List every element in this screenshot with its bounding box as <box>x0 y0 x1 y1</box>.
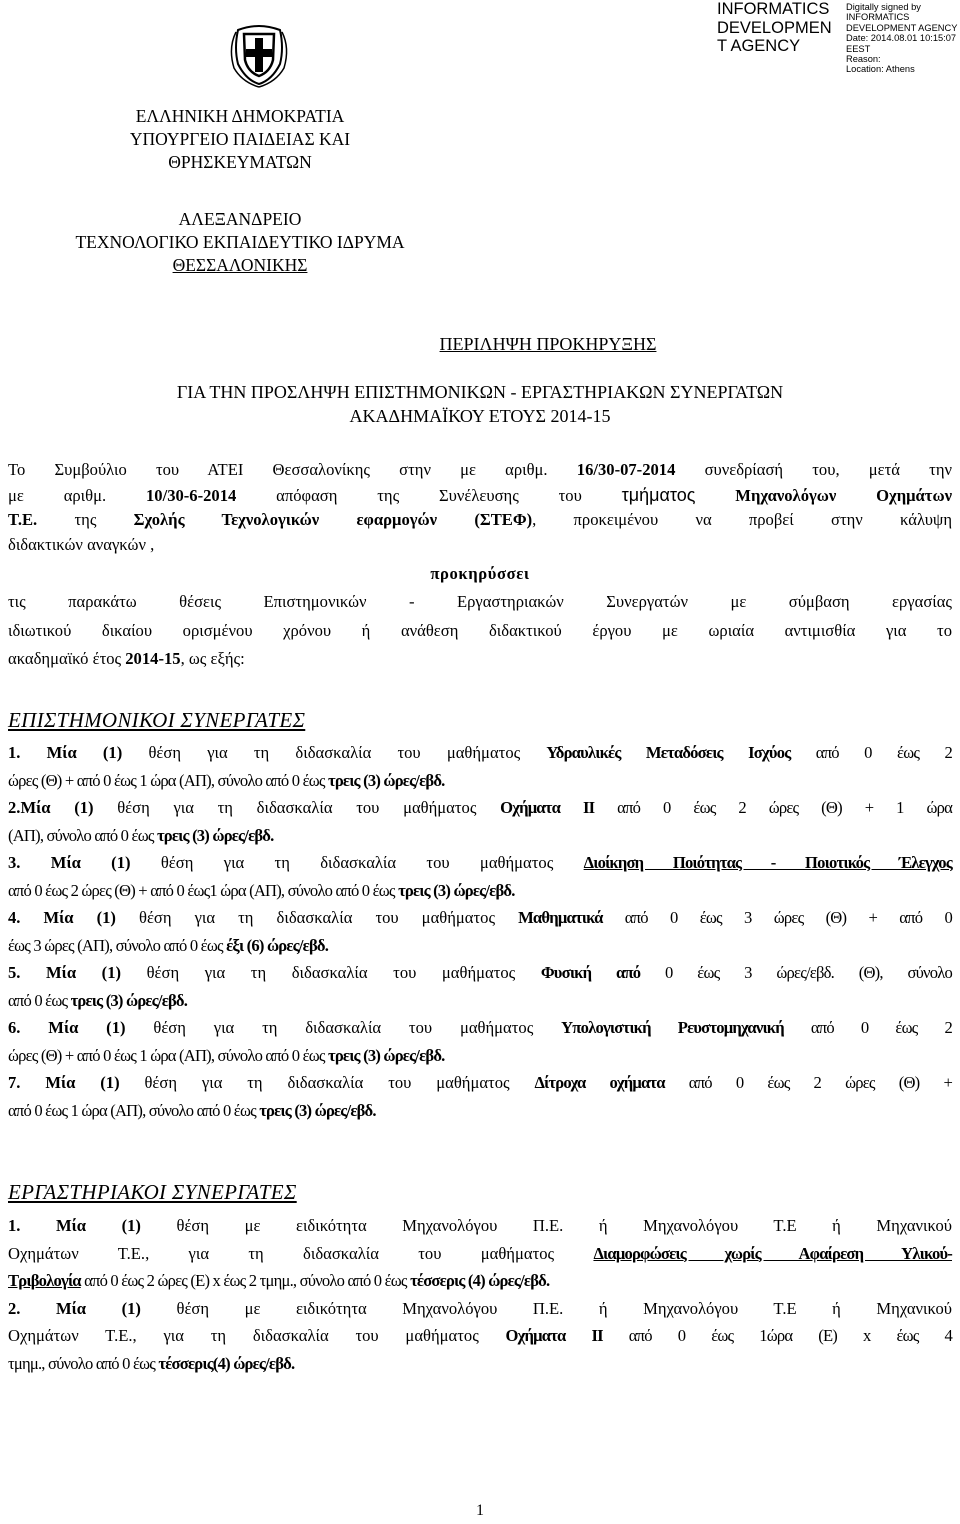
list-item: 7. Μία (1) θέση για τη διδασκαλία του μαθήματος Δίτροχα οχήματα από 0 έως 2 ώρες (Θ) + από 0 έως 1 ώρα (ΑΠ), σύνολο από 0 έως τρεις (3) ώρες/εβδ. <box>8 1073 952 1120</box>
list-item: 5. Μία (1) θέση για τη διδασκαλία του μαθήματος Φυσική από 0 έως 3 ώρες/εβδ. (Θ), σύνολο από 0 έως τρεις (3) ώρες/εβδ. <box>8 963 952 1010</box>
document-title: ΓΙΑ ΤΗΝ ΠΡΟΣΛΗΨΗ ΕΠΙΣΤΗΜΟΝΙΚΩΝ - ΕΡΓΑΣΤΗΡΙΑΚΩΝ ΣΥΝΕΡΓΑΤΩΝ ΑΚΑΔΗΜΑΪΚΟΥ ΕΤΟΥΣ 2014-15 <box>176 382 784 426</box>
page-number: 1 <box>476 1502 484 1519</box>
list-item: 1. Μία (1) θέση για τη διδασκαλία του μαθήματος Υδραυλικές Μεταδόσεις Ισχύος από 0 έως 2 ώρες (Θ) + από 0 έως 1 ώρα (ΑΠ), σύνολο από 0 έως τρεις (3) ώρες/εβδ. <box>8 743 953 790</box>
list-item: 6. Μία (1) θέση για τη διδασκαλία του μαθήματος Υπολογιστική Ρευστομηχανική από 0 έως 2 ώρες (Θ) + από 0 έως 1 ώρα (ΑΠ), σύνολο από 0 έως τρεις (3) ώρες/εβδ. <box>8 1018 952 1065</box>
digital-signature <box>717 0 960 75</box>
list-item: 1. Μία (1) θέση με ειδικότητα Μηχανολόγου Π.Ε. ή Μηχανολόγου Τ.Ε ή Μηχανικού Οχημάτων Τ.Ε., για τη διδασκαλία του μαθήματος Διαμορφώσεις χωρίς Αφαίρεση Υλικού- Τριβολογία από 0 έως 2 ώρες (Ε) x έως 2 τμημ., σύνολο από 0 έως τέσσερις (4) ώρες/εβδ. <box>8 1216 952 1290</box>
list-item: 3. Μία (1) θέση για τη διδασκαλία του μαθήματος Διοίκηση Ποιότητας - Ποιοτικός Έλεγχος από 0 έως 2 ώρες (Θ) + από 0 έως1 ώρα (ΑΠ), σύνολο από 0 έως τρεις (3) ώρες/εβδ. <box>8 853 952 900</box>
ministry-header: ΕΛΛΗΝΙΚΗ ΔΗΜΟΚΡΑΤΙΑ ΥΠΟΥΡΓΕΙΟ ΠΑΙΔΕΙΑΣ ΚΑΙ ΘΡΗΣΚΕΥΜΑΤΩΝ <box>129 106 351 172</box>
section-heading-scientific: ΕΠΙΣΤΗΜΟΝΙΚΟΙ ΣΥΝΕΡΓΑΤΕΣ <box>8 708 306 732</box>
list-item: 2.Μία (1) θέση για τη διδασκαλία του μαθήματος Οχήματα ΙΙ από 0 έως 2 ώρες (Θ) + 1 ώρα (ΑΠ), σύνολο από 0 έως τρεις (3) ώρες/εβδ. <box>8 798 953 845</box>
intro-paragraph: Το Συμβούλιο του ΑΤΕΙ Θεσσαλονίκης στην με αριθμ. 16/30-07-2014 συνεδρίασή του, μετά την με αριθμ. 10/30-6-2014 απόφαση της Συνέλευσης του τμήματος Μηχανολόγων Οχημάτων Τ.Ε. της Σχολής Τεχνολογικών εφαρμογών (ΣΤΕΦ), προκειμένου να προβεί στην κάλυψη διδακτικών αναγκών , προκηρύσσει τις παρακάτω θέσεις Επιστημονικών - Εργαστηριακών Συνεργατών με σύμβαση εργασίας ιδιωτικού δικαίου ορισμένου χρόνου ή ανάθεση διδακτικού έργου με ωριαία αντιμισθία για το ακαδημαϊκό έτος 2014-15, ως εξής: <box>8 460 953 669</box>
laboratory-positions-list <box>8 1212 952 1377</box>
proclaims-label: προκηρύσσει <box>430 564 530 584</box>
greek-emblem-icon <box>224 18 294 88</box>
list-item: 4. Μία (1) θέση για τη διδασκαλία του μαθήματος Μαθηματικά από 0 έως 3 ώρες (Θ) + από 0 έως 3 ώρες (ΑΠ), σύνολο από 0 έως έξι (6) ώρες/εβδ. <box>8 908 952 955</box>
institution-header: ΑΛΕΞΑΝΔΡΕΙΟ ΤΕΧΝΟΛΟΓΙΚΟ ΕΚΠΑΙΔΕΥΤΙΚΟ ΙΔΡΥΜΑ ΘΕΣΣΑΛΟΝΙΚΗΣ <box>75 209 405 275</box>
section-heading-laboratory: ΕΡΓΑΣΤΗΡΙΑΚΟΙ ΣΥΝΕΡΓΑΤΕΣ <box>8 1180 297 1204</box>
signature-name: INFORMATICS DEVELOPMEN T AGENCY <box>717 0 832 55</box>
summary-title: ΠΕΡΙΛΗΨΗ ΠΡΟΚΗΡΥΞΗΣ <box>439 334 657 354</box>
scientific-positions-list <box>8 739 952 1124</box>
signature-details: Digitally signed by INFORMATICS DEVELOPMENT AGENCY Date: 2014.08.01 10:15:07 EEST Reason: Location: Athens <box>846 2 958 75</box>
list-item: 2. Μία (1) θέση με ειδικότητα Μηχανολόγου Π.Ε. ή Μηχανολόγου Τ.Ε ή Μηχανικού Οχημάτων Τ.Ε., για τη διδασκαλία του μαθήματος Οχήματα ΙΙ από 0 έως 1ώρα (Ε) x έως 4 τμημ., σύνολο από 0 έως τέσσερις(4) ώρες/εβδ. <box>8 1298 952 1373</box>
